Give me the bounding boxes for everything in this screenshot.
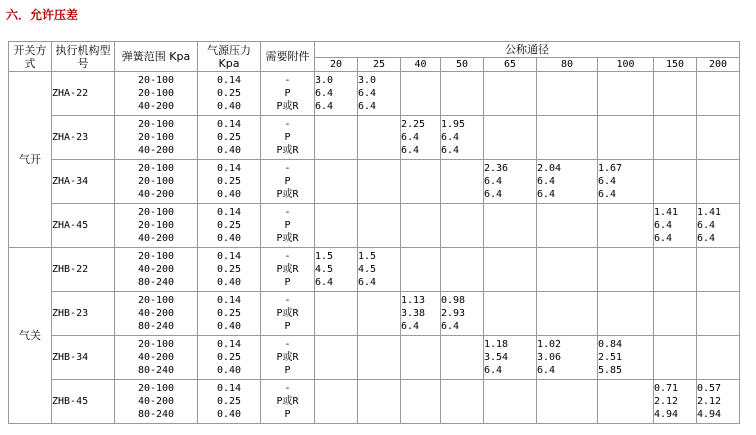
table-row: [9, 204, 740, 248]
table-row: [9, 292, 740, 336]
air-pressure-cell: [198, 292, 261, 336]
pressure-value: 6.4: [401, 132, 420, 143]
model-cell: ZHA-45: [52, 204, 115, 248]
pressure-value: 1.95: [441, 119, 466, 130]
air-pressure-cell-line: 0.40: [216, 233, 242, 244]
header-spring-range: 弹簧范围 Kpa: [115, 42, 198, 72]
accessory-cell: [261, 336, 315, 380]
pressure-value-cell: [441, 248, 484, 292]
header-nominal-diameter: 公称通径: [315, 42, 740, 58]
spring-range-cell-line: 20-100: [137, 339, 175, 350]
pressure-value: 5.85: [598, 365, 623, 376]
pressure-value-cell: [441, 380, 484, 424]
spring-range-cell-line: 20-100: [137, 163, 175, 174]
spring-range-cell-line: 40-200: [137, 396, 175, 407]
spring-range-cell-line: 20-100: [137, 251, 175, 262]
pressure-value: 6.4: [315, 88, 334, 99]
spring-range-cell: [115, 72, 198, 116]
pressure-value-cell: [697, 292, 740, 336]
spring-range-cell-line: 40-200: [137, 233, 175, 244]
pressure-value: 1.5: [358, 251, 377, 262]
pressure-value: 3.0: [358, 75, 377, 86]
pressure-value: 6.4: [484, 365, 503, 376]
header-diameter: 200: [697, 58, 740, 72]
pressure-value-cell: [697, 204, 740, 248]
pressure-value: 6.4: [315, 101, 334, 112]
pressure-value-cell: [697, 116, 740, 160]
spring-range-cell: [115, 116, 198, 160]
header-diameter: 100: [598, 58, 654, 72]
pressure-value: 2.04: [537, 163, 562, 174]
accessory-cell-line: -: [284, 75, 291, 86]
pressure-value: 6.4: [537, 365, 556, 376]
pressure-value-cell: [484, 204, 537, 248]
pressure-value: 2.12: [654, 396, 679, 407]
pressure-value: 0.71: [654, 383, 679, 394]
pressure-value-cell: [315, 116, 358, 160]
pressure-value: 4.94: [654, 409, 679, 420]
pressure-value: 6.4: [441, 321, 460, 332]
pressure-value-cell: [537, 336, 598, 380]
spring-range-cell-line: 80-240: [137, 365, 175, 376]
pressure-value: 3.06: [537, 352, 562, 363]
accessory-cell-line: -: [284, 383, 291, 394]
pressure-value-cell: [598, 380, 654, 424]
accessory-cell-line: P: [284, 176, 291, 187]
pressure-value: 6.4: [598, 176, 617, 187]
pressure-value: 6.4: [358, 88, 377, 99]
air-pressure-cell-line: 0.25: [216, 176, 242, 187]
air-pressure-cell-line: 0.25: [216, 132, 242, 143]
pressure-value-cell: [401, 204, 441, 248]
spring-range-cell-line: 80-240: [137, 409, 175, 420]
accessory-cell-line: -: [284, 339, 291, 350]
pressure-value-cell: [315, 336, 358, 380]
mode-cell: 气关: [9, 248, 52, 424]
air-pressure-cell: [198, 160, 261, 204]
pressure-value-cell: [401, 160, 441, 204]
pressure-value-cell: [441, 116, 484, 160]
pressure-value: 2.25: [401, 119, 426, 130]
air-pressure-cell-line: 0.25: [216, 352, 242, 363]
model-cell: ZHA-34: [52, 160, 115, 204]
table-row: [9, 116, 740, 160]
pressure-value: 6.4: [537, 176, 556, 187]
accessory-cell-line: P: [284, 365, 291, 376]
spring-range-cell-line: 20-100: [137, 119, 175, 130]
air-pressure-cell-line: 0.25: [216, 220, 242, 231]
pressure-value: 6.4: [484, 176, 503, 187]
pressure-value-cell: [315, 292, 358, 336]
pressure-value-cell: [598, 336, 654, 380]
pressure-value: 3.54: [484, 352, 509, 363]
pressure-value: 6.4: [441, 145, 460, 156]
pressure-value-cell: [358, 336, 401, 380]
air-pressure-cell-line: 0.14: [216, 75, 242, 86]
pressure-value-cell: [598, 160, 654, 204]
spring-range-cell-line: 80-240: [137, 321, 175, 332]
accessory-cell-line: P或R: [276, 308, 299, 319]
air-pressure-cell-line: 0.40: [216, 409, 242, 420]
accessory-cell-line: P: [284, 132, 291, 143]
pressure-value: 1.02: [537, 339, 562, 350]
pressure-value-cell: [315, 380, 358, 424]
air-pressure-cell: [198, 248, 261, 292]
pressure-value-cell: [484, 248, 537, 292]
spring-range-cell-line: 20-100: [137, 383, 175, 394]
pressure-value: 6.4: [401, 145, 420, 156]
spring-range-cell: [115, 248, 198, 292]
accessory-cell-line: P或R: [276, 145, 299, 156]
air-pressure-cell-line: 0.14: [216, 163, 242, 174]
pressure-value-cell: [537, 248, 598, 292]
pressure-value: 6.4: [358, 101, 377, 112]
pressure-value-cell: [537, 160, 598, 204]
pressure-value-cell: [358, 116, 401, 160]
accessory-cell-line: P或R: [276, 233, 299, 244]
accessory-cell-line: -: [284, 119, 291, 130]
pressure-value: 6.4: [315, 277, 334, 288]
accessory-cell-line: P: [284, 88, 291, 99]
accessory-cell: [261, 292, 315, 336]
model-cell: ZHB-34: [52, 336, 115, 380]
accessory-cell: [261, 204, 315, 248]
pressure-value: 1.67: [598, 163, 623, 174]
pressure-value: 6.4: [598, 189, 617, 200]
pressure-value-cell: [358, 292, 401, 336]
pressure-value-cell: [401, 72, 441, 116]
accessory-cell-line: P: [284, 220, 291, 231]
pressure-value-cell: [537, 116, 598, 160]
table-row: [9, 160, 740, 204]
accessory-cell-line: P或R: [276, 264, 299, 275]
spring-range-cell-line: 20-100: [137, 295, 175, 306]
air-pressure-cell-line: 0.25: [216, 308, 242, 319]
spring-range-cell: [115, 160, 198, 204]
pressure-value-cell: [654, 336, 697, 380]
pressure-value-cell: [697, 160, 740, 204]
air-pressure-cell: [198, 204, 261, 248]
pressure-value-cell: [358, 160, 401, 204]
pressure-value-cell: [441, 204, 484, 248]
spring-range-cell: [115, 336, 198, 380]
model-cell: ZHB-45: [52, 380, 115, 424]
pressure-value-cell: [315, 204, 358, 248]
pressure-value: 6.4: [654, 233, 673, 244]
mode-cell: 气开: [9, 72, 52, 248]
air-pressure-cell-line: 0.14: [216, 295, 242, 306]
table-row: [9, 336, 740, 380]
pressure-value: 3.38: [401, 308, 426, 319]
pressure-value-cell: [484, 336, 537, 380]
air-pressure-cell-line: 0.14: [216, 251, 242, 262]
spring-range-cell-line: 80-240: [137, 277, 175, 288]
model-cell: ZHB-23: [52, 292, 115, 336]
air-pressure-cell-line: 0.14: [216, 119, 242, 130]
pressure-value-cell: [484, 292, 537, 336]
accessory-cell-line: P: [284, 321, 291, 332]
pressure-value: 6.4: [441, 132, 460, 143]
pressure-value: 0.98: [441, 295, 466, 306]
pressure-value-cell: [401, 292, 441, 336]
air-pressure-cell-line: 0.40: [216, 189, 242, 200]
pressure-table: [8, 41, 740, 424]
pressure-value-cell: [401, 380, 441, 424]
accessory-cell-line: -: [284, 207, 291, 218]
air-pressure-cell-line: 0.25: [216, 264, 242, 275]
spring-range-cell-line: 20-100: [137, 220, 175, 231]
model-cell: ZHA-23: [52, 116, 115, 160]
pressure-value-cell: [441, 72, 484, 116]
pressure-value-cell: [315, 248, 358, 292]
model-cell: ZHB-22: [52, 248, 115, 292]
spring-range-cell-line: 20-100: [137, 88, 175, 99]
spring-range-cell-line: 40-200: [137, 308, 175, 319]
pressure-value: 6.4: [401, 321, 420, 332]
accessory-cell: [261, 72, 315, 116]
pressure-value-cell: [537, 204, 598, 248]
header-diameter: 80: [537, 58, 598, 72]
accessory-cell: [261, 116, 315, 160]
model-cell: ZHA-22: [52, 72, 115, 116]
pressure-value-cell: [401, 336, 441, 380]
spring-range-cell: [115, 204, 198, 248]
pressure-value: 4.94: [697, 409, 722, 420]
pressure-value: 6.4: [697, 220, 716, 231]
accessory-cell-line: -: [284, 295, 291, 306]
pressure-value-cell: [697, 336, 740, 380]
pressure-value-cell: [598, 72, 654, 116]
pressure-value: 2.51: [598, 352, 623, 363]
air-pressure-cell: [198, 72, 261, 116]
pressure-value-cell: [598, 116, 654, 160]
pressure-value-cell: [654, 72, 697, 116]
pressure-value-cell: [697, 380, 740, 424]
air-pressure-cell-line: 0.25: [216, 396, 242, 407]
pressure-value: 1.41: [654, 207, 679, 218]
pressure-value: 2.12: [697, 396, 722, 407]
pressure-value-cell: [537, 380, 598, 424]
table-row: [9, 72, 740, 116]
spring-range-cell: [115, 380, 198, 424]
table-row: [9, 248, 740, 292]
accessory-cell-line: -: [284, 163, 291, 174]
pressure-value-cell: [654, 292, 697, 336]
header-diameter: 40: [401, 58, 441, 72]
pressure-value-cell: [537, 72, 598, 116]
pressure-value-cell: [401, 248, 441, 292]
pressure-value-cell: [654, 116, 697, 160]
pressure-value-cell: [484, 116, 537, 160]
accessory-cell-line: P或R: [276, 396, 299, 407]
air-pressure-cell: [198, 336, 261, 380]
spring-range-cell-line: 40-200: [137, 145, 175, 156]
pressure-value: 6.4: [484, 189, 503, 200]
pressure-value-cell: [441, 160, 484, 204]
header-model: 执行机构型号: [52, 42, 115, 72]
spring-range-cell-line: 20-100: [137, 132, 175, 143]
header-accessory: 需要附件: [261, 42, 315, 72]
pressure-value: 6.4: [358, 277, 377, 288]
pressure-value-cell: [598, 248, 654, 292]
pressure-value: 1.13: [401, 295, 426, 306]
air-pressure-cell: [198, 380, 261, 424]
air-pressure-cell-line: 0.40: [216, 321, 242, 332]
spring-range-cell: [115, 292, 198, 336]
pressure-value-cell: [537, 292, 598, 336]
pressure-value: 1.18: [484, 339, 509, 350]
air-pressure-cell: [198, 116, 261, 160]
accessory-cell: [261, 248, 315, 292]
pressure-value: 6.4: [697, 233, 716, 244]
spring-range-cell-line: 20-100: [137, 75, 175, 86]
pressure-value-cell: [484, 160, 537, 204]
pressure-value-cell: [697, 72, 740, 116]
pressure-value-cell: [484, 380, 537, 424]
accessory-cell-line: P: [284, 277, 291, 288]
header-diameter: 50: [441, 58, 484, 72]
pressure-value: 6.4: [654, 220, 673, 231]
accessory-cell-line: P: [284, 409, 291, 420]
spring-range-cell-line: 40-200: [137, 101, 175, 112]
air-pressure-cell-line: 0.14: [216, 207, 242, 218]
air-pressure-cell-line: 0.25: [216, 88, 242, 99]
air-pressure-cell-line: 0.14: [216, 383, 242, 394]
accessory-cell-line: P或R: [276, 189, 299, 200]
pressure-value: 0.84: [598, 339, 623, 350]
accessory-cell-line: P或R: [276, 101, 299, 112]
section-title: 六．允许压差: [6, 8, 79, 22]
pressure-value-cell: [358, 248, 401, 292]
air-pressure-cell-line: 0.14: [216, 339, 242, 350]
accessory-cell-line: -: [284, 251, 291, 262]
pressure-value-cell: [654, 380, 697, 424]
header-diameter: 25: [358, 58, 401, 72]
pressure-value-cell: [654, 248, 697, 292]
pressure-value-cell: [441, 292, 484, 336]
pressure-value: 3.0: [315, 75, 334, 86]
header-air-pressure: 气源压力 Kpa: [198, 42, 261, 72]
header-diameter: 150: [654, 58, 697, 72]
pressure-value-cell: [697, 248, 740, 292]
pressure-value: 2.93: [441, 308, 466, 319]
accessory-cell: [261, 160, 315, 204]
air-pressure-cell-line: 0.40: [216, 145, 242, 156]
pressure-value: 2.36: [484, 163, 509, 174]
air-pressure-cell-line: 0.40: [216, 365, 242, 376]
pressure-value: 4.5: [315, 264, 334, 275]
pressure-value-cell: [358, 380, 401, 424]
pressure-value-cell: [598, 204, 654, 248]
pressure-value-cell: [484, 72, 537, 116]
pressure-value-cell: [358, 72, 401, 116]
pressure-value-cell: [654, 160, 697, 204]
pressure-value-cell: [315, 160, 358, 204]
header-diameter: 20: [315, 58, 358, 72]
pressure-value-cell: [441, 336, 484, 380]
pressure-value-cell: [654, 204, 697, 248]
spring-range-cell-line: 20-100: [137, 176, 175, 187]
spring-range-cell-line: 40-200: [137, 189, 175, 200]
pressure-value: 1.41: [697, 207, 722, 218]
air-pressure-cell-line: 0.40: [216, 101, 242, 112]
spring-range-cell-line: 40-200: [137, 264, 175, 275]
pressure-value: 0.57: [697, 383, 722, 394]
air-pressure-cell-line: 0.40: [216, 277, 242, 288]
pressure-value: 6.4: [537, 189, 556, 200]
accessory-cell-line: P或R: [276, 352, 299, 363]
accessory-cell: [261, 380, 315, 424]
pressure-value-cell: [598, 292, 654, 336]
pressure-value-cell: [315, 72, 358, 116]
pressure-value-cell: [401, 116, 441, 160]
spring-range-cell-line: 40-200: [137, 352, 175, 363]
spring-range-cell-line: 20-100: [137, 207, 175, 218]
table-row: [9, 380, 740, 424]
header-mode: 开关方式: [9, 42, 52, 72]
pressure-value: 1.5: [315, 251, 334, 262]
pressure-value-cell: [358, 204, 401, 248]
header-diameter: 65: [484, 58, 537, 72]
pressure-value: 4.5: [358, 264, 377, 275]
